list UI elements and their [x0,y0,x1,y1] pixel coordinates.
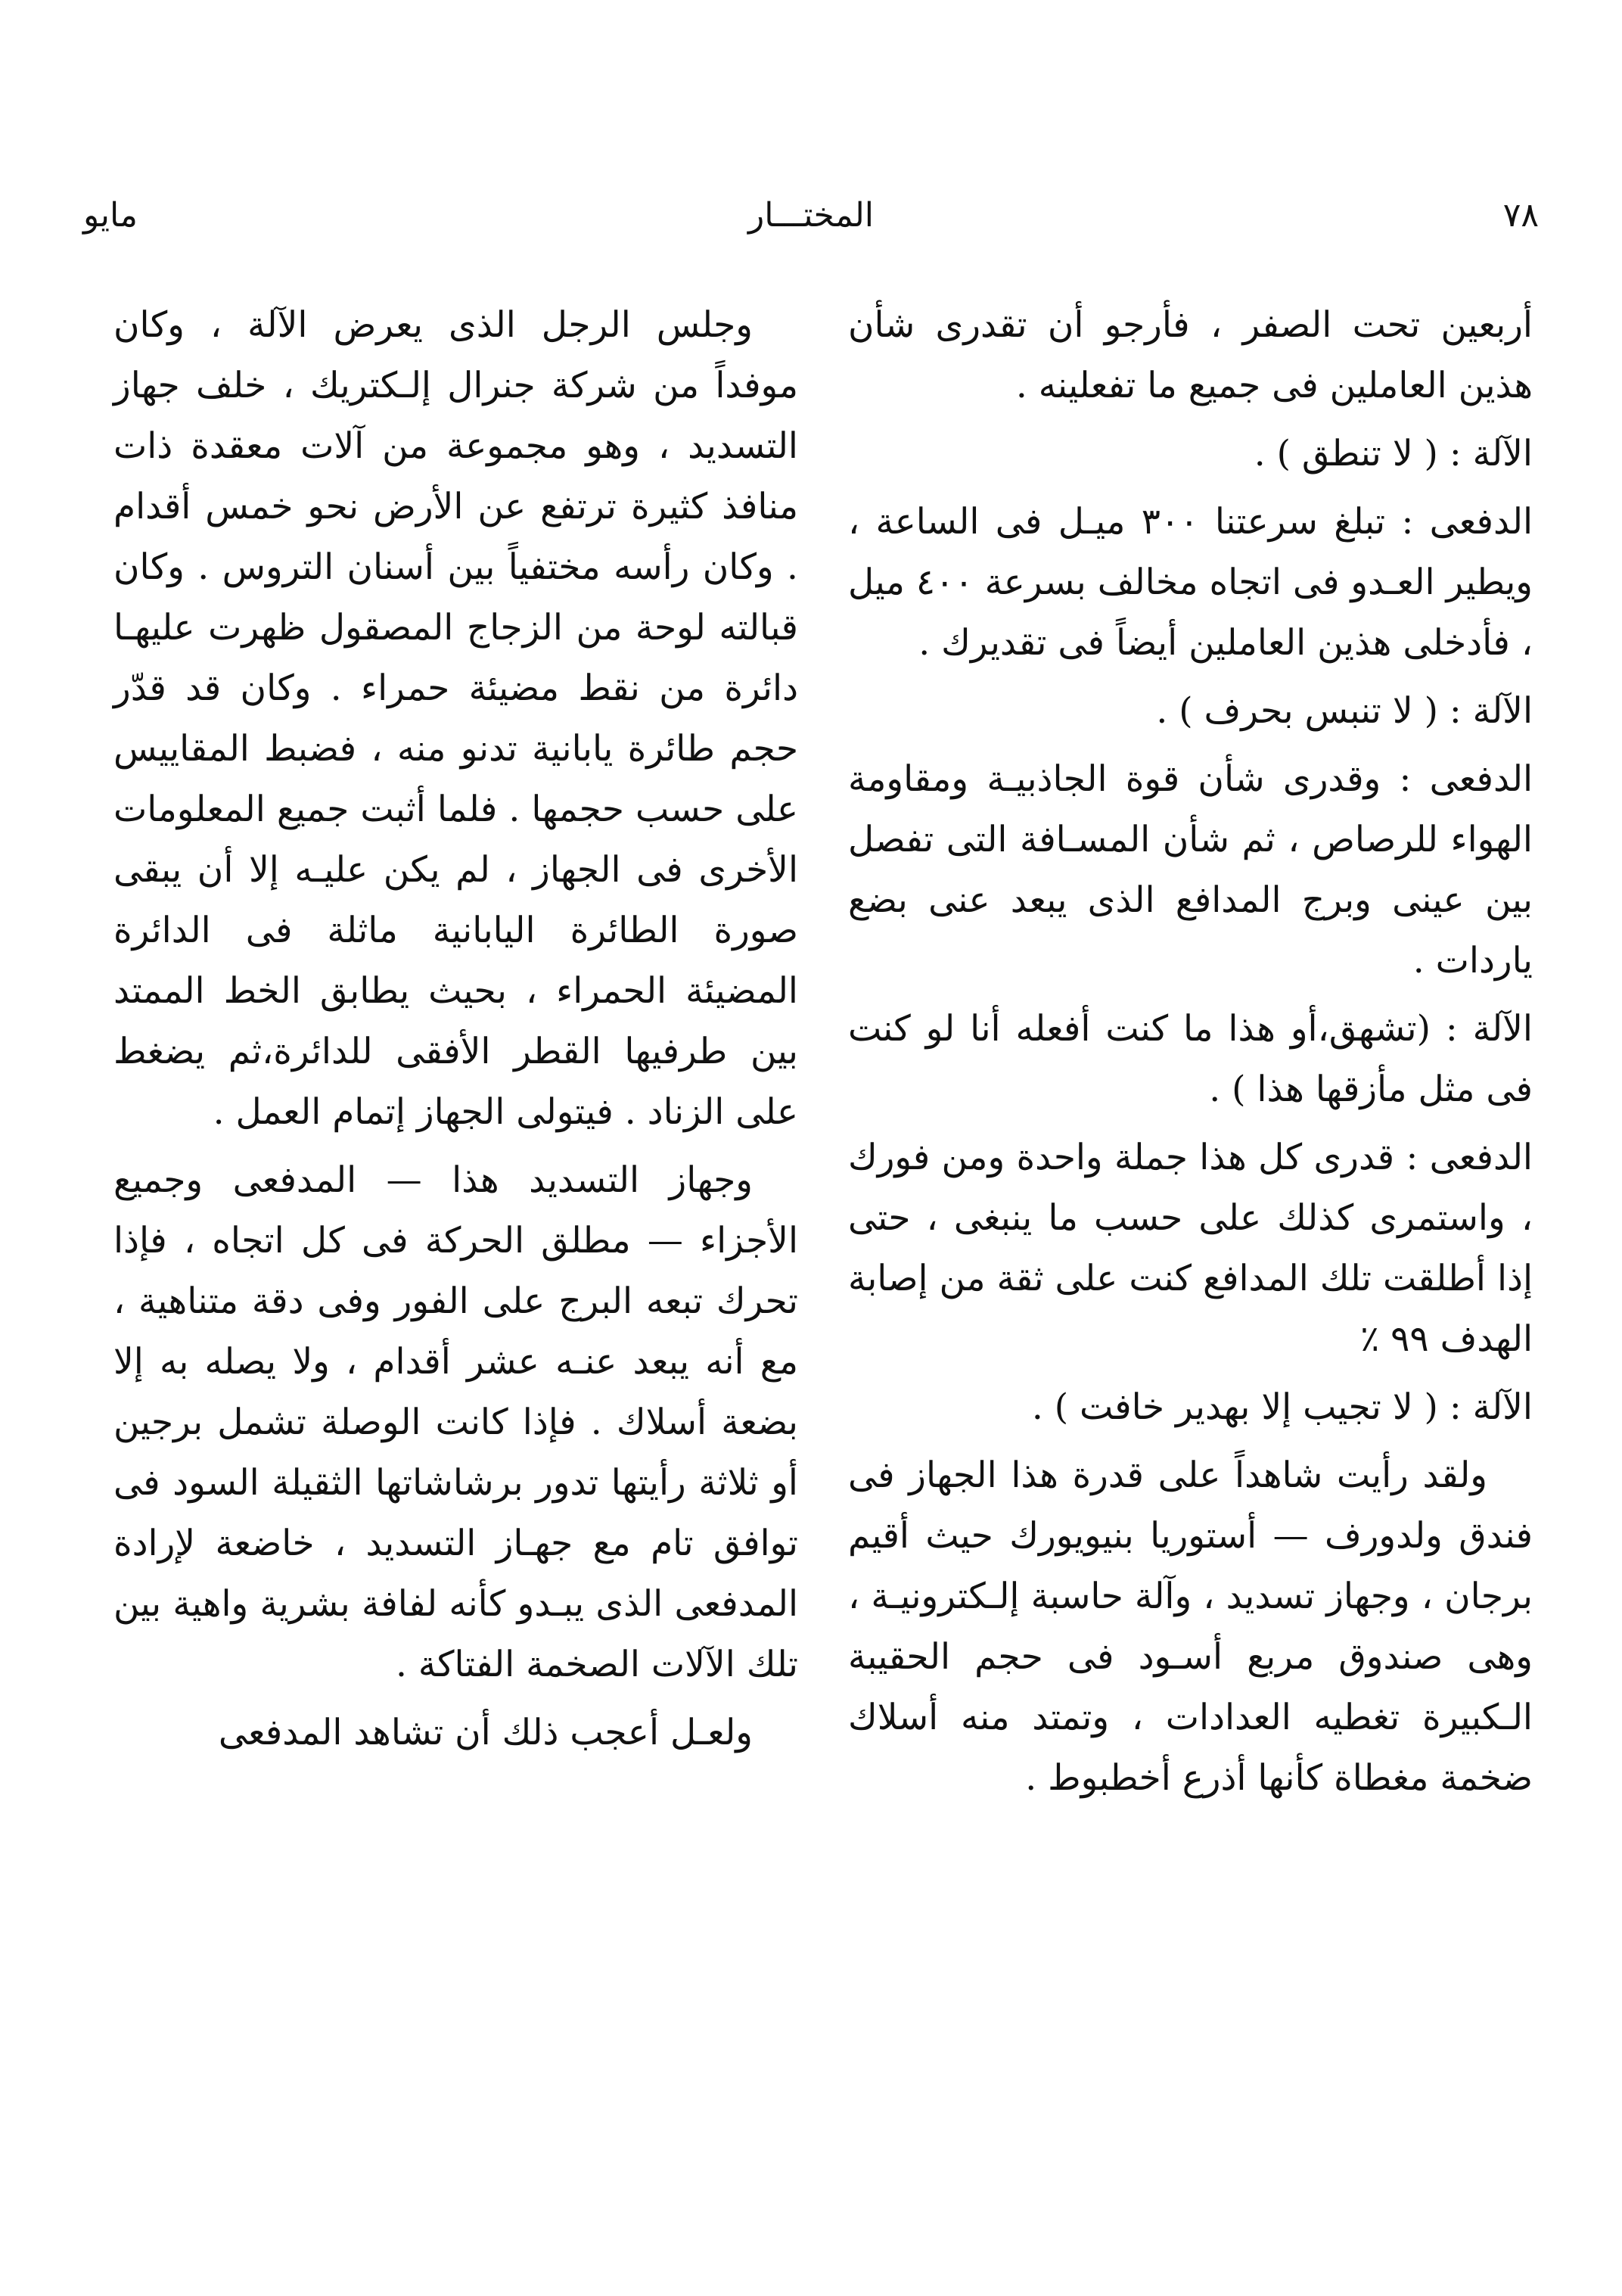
page-number: ٧٨ [1502,196,1539,235]
page-header [83,193,1539,238]
dialogue-line: الآلة : ( لا تنبس بحرف ) . [1156,690,1533,732]
dialogue-line: الدفعى : وقدرى شأن قوة الجاذبيـة ومقاومة الهواء للرصاص ، ثم شأن المسـافة التى تفصل بين عينى وبرج المدافع الذى يبعد عنى بضع ياردات . [848,758,1533,982]
paragraph: أربعين تحت الصفر ، فأرجو أن تقدرى شأن هذين العاملين فى جميع ما تفعلينه . [848,304,1533,406]
left-column [113,295,798,2195]
dialogue-line: الآلة : ( لا تنطق ) . [1254,433,1533,474]
right-column [848,295,1533,2195]
paragraph: ولعـل أعجب ذلك أن تشاهد المدفعى [218,1712,753,1753]
dialogue-line: الآلة : ( لا تجيب إلا بهدير خافت ) . [1031,1386,1533,1428]
paragraph: وجهاز التسديد هذا — المدفعى وجميع الأجزاء — مطلق الحركة فى كل اتجاه ، فإذا تحرك تبعه البرج على الفور وفى دقة متناهية ، مع أنه يبعد عنـه عشر أقدام ، ولا يصله به إلا بضعة أسلاك . فإذا كانت الوصلة تشمل برجين أو ثلاثة رأيتها تدور برشاشاتها الثقيلة السود فى توافق تام مع جهـاز التسديد ، خاضعة لإرادة المدفعى الذى يبـدو كأنه لفافة بشرية واهية بين تلك الآلات الصخمة الفتاكة . [113,1159,798,1685]
dialogue-line: الآلة : (تشهق،أو هذا ما كنت أفعله أنا لو كنت فى مثل مأزقها هذا ) . [848,1008,1533,1110]
paragraph: ولقد رأيت شاهداً على قدرة هذا الجهاز فى فندق ولدورف — أستوريا بنيويورك حيث أقيم برجان ، وجهاز تسديد ، وآلة حاسبة إلـكترونيـة ، وهى صندوق مربع أسـود فى حجم الحقيبة الـكبيرة تغطيه العدادات ، وتمتد منه أسلاك ضخمة مغطاة كأنها أذرع أخطبوط . [848,1454,1533,1799]
month-label: مايو [83,196,138,235]
publication-title: المختـــار [747,196,875,235]
dialogue-line: الدفعى : قدرى كل هذا جملة واحدة ومن فورك ، واستمرى كذلك على حسب ما ينبغى ، حتى إذا أطلقت تلك المدافع كنت على ثقة من إصابة الهدف ٩٩ ٪ [848,1137,1533,1360]
dialogue-line: الدفعى : تبلغ سرعتنا ٣٠٠ ميـل فى الساعة ، ويطير العـدو فى اتجاه مخالف بسرعة ٤٠٠ ميل ، فأدخلى هذين العاملين أيضاً فى تقديرك . [848,501,1533,664]
paragraph: وجلس الرجل الذى يعرض الآلة ، وكان موفداً من شركة جنرال إلـكتريك ، خلف جهاز التسديد ، وهو مجموعة من آلات معقدة ذات منافذ كثيرة ترتفع عن الأرض نحو خمس أقدام . وكان رأسه مختفياً بين أسنان التروس . وكان قبالته لوحة من الزجاج المصقول ظهرت عليهـا دائرة من نقط مضيئة حمراء . وكان قد قدّر حجم طائرة يابانية تدنو منه ، فضبط المقاييس على حسب حجمها . فلما أثبت جميع المعلومات الأخرى فى الجهاز ، لم يكن عليـه إلا أن يبقى صورة الطائرة اليابانية ماثلة فى الدائرة المضيئة الحمراء ، بحيث يطابق الخط الممتد بين طرفيها القطر الأفقى للدائرة،ثم يضغط على الزناد . فيتولى الجهاز إتمام العمل . [113,304,798,1133]
